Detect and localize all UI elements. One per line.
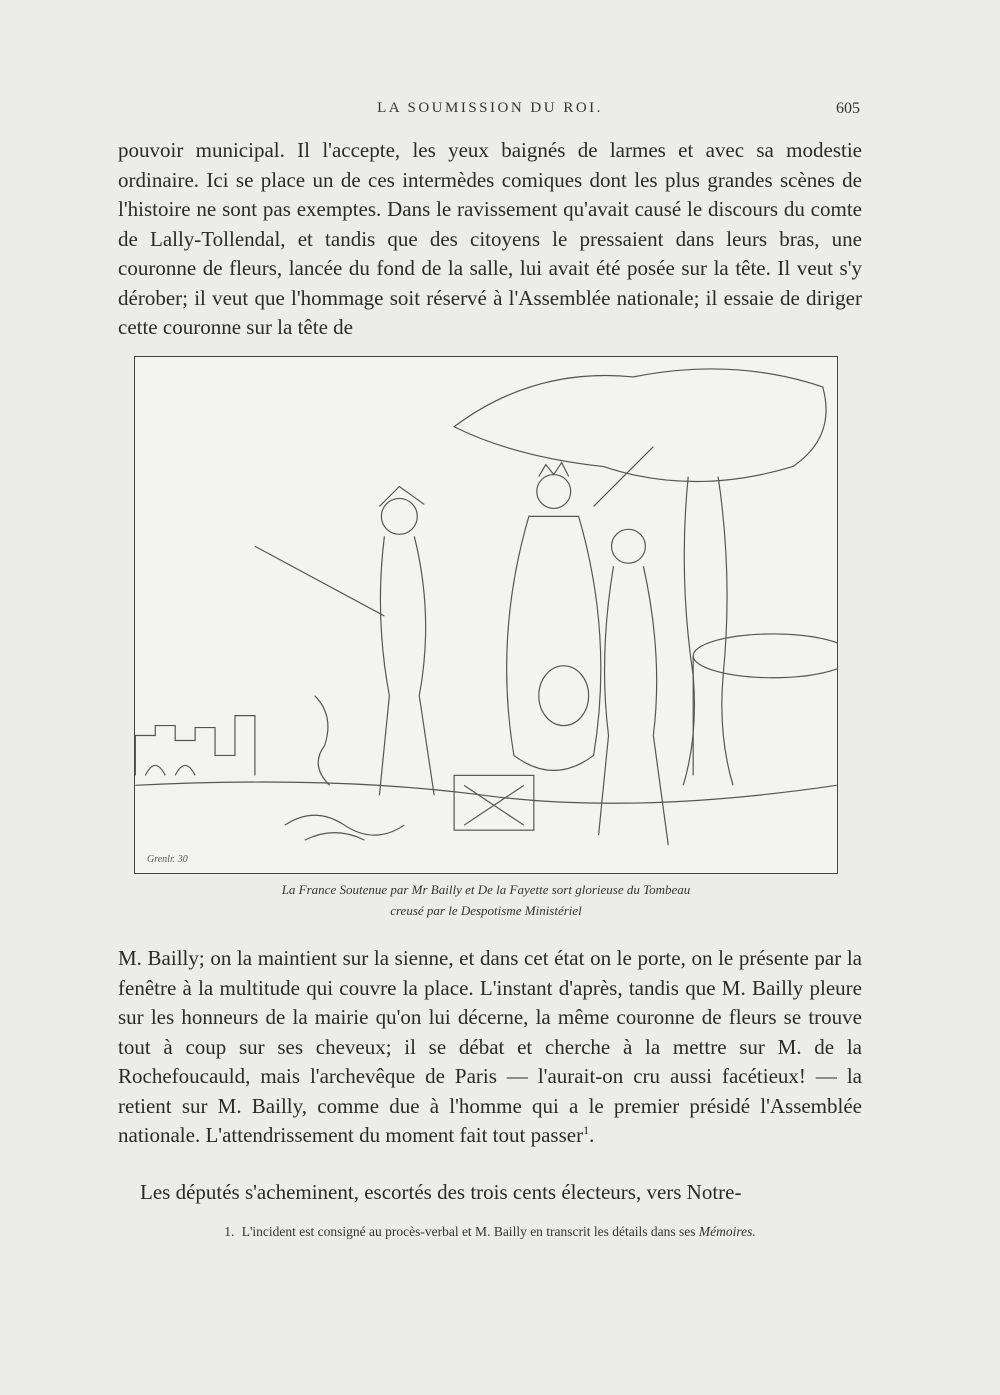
figure-france-crown (539, 463, 569, 477)
sword (255, 546, 384, 616)
running-title: LA SOUMISSION DU ROI. (377, 100, 603, 116)
figure-france-head (537, 475, 571, 509)
dragon (315, 696, 330, 786)
figure-france-robe (507, 516, 601, 770)
footnote-number: 1. (224, 1224, 235, 1239)
well-top (693, 634, 837, 678)
figure-lafayette-body (379, 536, 434, 795)
tomb-cracks (464, 785, 524, 825)
well-sides (693, 656, 837, 776)
paragraph-body: M. Bailly; on la maintient sur la sienne, et dans cet état on le porte, on le présente par la fenêtre à la multitude qui couvre la place. L'instant d'après, tandis que M. Bailly pleure sur les honneurs de la mairie qu'on lui décerne, la même couronne de fleurs se trouve tout à coup sur ses cheveux; il se débat et cherche à la mettre sur M. de la Rochefoucauld, mais l'archevêque de Paris — l'aurait-on cru aussi facétieux! — la retient sur M. Bailly, comme due à l'homme qui a le premier présidé l'Assemblée nationale. L'attendrissement du moment fait tout passer (118, 946, 862, 1147)
paragraph-3 (118, 1178, 862, 1208)
figure-bailly-head (612, 529, 646, 563)
ruins-arches (145, 765, 195, 775)
engraving-illustration (134, 356, 838, 874)
engraving-drawing (135, 357, 837, 873)
paragraph-text: Les députés s'acheminent, escortés des trois cents électeurs, vers Notre- (140, 1180, 742, 1204)
footnote-emphasis: Mémoires. (698, 1224, 756, 1239)
hat-in-hand (539, 666, 589, 726)
paragraph-text: M. Bailly; on la maintient sur la sienne, et dans cet état on le porte, on le présente par la fenêtre à la multitude qui couvre la place. L'instant d'après, tandis que M. Bailly pleure sur les honneurs de la mairie qu'on lui décerne, la même couronne de fleurs se trouve tout à coup sur ses cheveux; il se débat et cherche à la mettre sur M. de la Rochefoucauld, mais l'archevêque de Paris — l'aurait-on cru aussi facétieux! — la retient sur M. Bailly, comme due à l'homme qui a le premier présidé l'Assemblée nationale. L'attendrissement du moment fait tout passer$^1$. (118, 946, 862, 1147)
engraver-signature: Grenlr. 30 (147, 854, 188, 865)
illustration-caption-line-2: creusé par le Despotisme Ministériel (390, 903, 582, 918)
footnote-text: L'incident est consigné au procès-verbal et M. Bailly en transcrit les détails dans ses (241, 1224, 696, 1239)
illustration-caption-line-1: La France Soutenue par Mr Bailly et De la Fayette sort glorieuse du Tombeau (281, 882, 691, 897)
paragraph-text: pouvoir municipal. Il l'accepte, les yeux baignés de larmes et avec sa modestie ordinaire. Ici se place un de ces intermèdes comiques dont les plus grandes scènes de l'histoire ne sont pas exemptes. Dans le ravissement qu'avait causé le discours du comte de Lally-Tollendal, et tandis que des citoyens le pressaient dans leurs bras, une couronne de fleurs, lancée du fond de la salle, lui avait été posée sur la tête. Il veut s'y dérober; il veut que l'hommage soit réservé à l'Assemblée nationale; il essaie de diriger cette couronne sur la tête de (118, 138, 862, 339)
serpents (285, 815, 405, 840)
footnote-marker[interactable]: 1 (583, 1123, 590, 1137)
tomb (454, 775, 534, 830)
paragraph-2 (118, 944, 862, 1151)
footnote (118, 1224, 862, 1240)
figure-lafayette-head (381, 498, 417, 534)
paragraph-1 (118, 136, 862, 343)
running-head (120, 100, 860, 130)
page-number: 605 (836, 100, 860, 117)
tree-trunk-right (718, 477, 733, 786)
tree-canopy (454, 369, 826, 482)
